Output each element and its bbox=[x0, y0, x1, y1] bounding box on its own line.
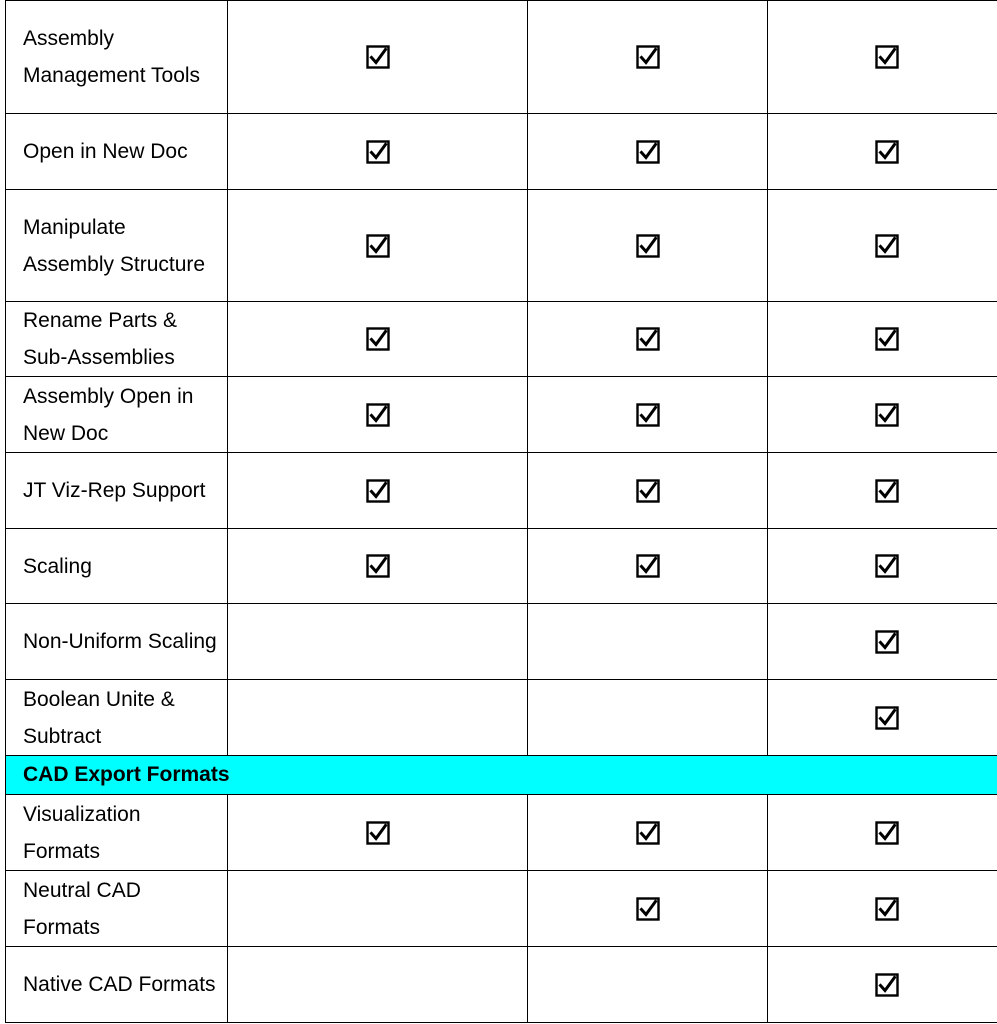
feature-label: Boolean Unite & Subtract bbox=[6, 680, 228, 756]
table-row bbox=[6, 190, 997, 302]
check-cell bbox=[228, 114, 528, 190]
checked-box-icon bbox=[875, 45, 899, 69]
check-cell bbox=[228, 529, 528, 604]
check-cell bbox=[228, 871, 528, 947]
feature-label: Assembly Management Tools bbox=[6, 1, 228, 114]
check-cell bbox=[528, 947, 768, 1023]
checked-box-icon bbox=[366, 554, 390, 578]
check-cell bbox=[528, 1, 768, 114]
checked-box-icon bbox=[636, 479, 660, 503]
feature-label: Rename Parts & Sub-Assemblies bbox=[6, 302, 228, 377]
table-row bbox=[6, 302, 997, 377]
check-cell bbox=[228, 190, 528, 302]
check-cell bbox=[768, 680, 997, 756]
check-cell bbox=[768, 453, 997, 529]
table-row bbox=[6, 871, 997, 947]
check-cell bbox=[528, 871, 768, 947]
check-cell bbox=[768, 302, 997, 377]
check-cell bbox=[768, 947, 997, 1023]
check-cell bbox=[768, 190, 997, 302]
check-cell bbox=[528, 377, 768, 453]
table-row bbox=[6, 1, 997, 114]
checked-box-icon bbox=[875, 821, 899, 845]
table-row bbox=[6, 795, 997, 871]
checked-box-icon bbox=[875, 706, 899, 730]
check-cell bbox=[768, 529, 997, 604]
feature-label: Assembly Open in New Doc bbox=[6, 377, 228, 453]
check-cell bbox=[228, 680, 528, 756]
feature-label: Scaling bbox=[6, 529, 228, 604]
table-row bbox=[6, 114, 997, 190]
check-cell bbox=[528, 680, 768, 756]
checked-box-icon bbox=[366, 234, 390, 258]
checked-box-icon bbox=[366, 45, 390, 69]
table-row bbox=[6, 680, 997, 756]
check-cell bbox=[768, 377, 997, 453]
checked-box-icon bbox=[875, 234, 899, 258]
feature-label: Neutral CAD Formats bbox=[6, 871, 228, 947]
checked-box-icon bbox=[636, 554, 660, 578]
checked-box-icon bbox=[366, 403, 390, 427]
feature-label: Visualization Formats bbox=[6, 795, 228, 871]
feature-comparison-table bbox=[5, 0, 997, 1023]
check-cell bbox=[228, 302, 528, 377]
check-cell bbox=[228, 795, 528, 871]
check-cell bbox=[528, 529, 768, 604]
check-cell bbox=[768, 1, 997, 114]
checked-box-icon bbox=[366, 479, 390, 503]
check-cell bbox=[768, 871, 997, 947]
check-cell bbox=[528, 190, 768, 302]
feature-label: Manipulate Assembly Structure bbox=[6, 190, 228, 302]
check-cell bbox=[528, 604, 768, 680]
check-cell bbox=[228, 947, 528, 1023]
checked-box-icon bbox=[875, 327, 899, 351]
check-cell bbox=[228, 377, 528, 453]
feature-label: JT Viz-Rep Support bbox=[6, 453, 228, 529]
table-row bbox=[6, 604, 997, 680]
table-row bbox=[6, 453, 997, 529]
checked-box-icon bbox=[366, 821, 390, 845]
checked-box-icon bbox=[366, 140, 390, 164]
section-title: CAD Export Formats bbox=[6, 756, 997, 795]
checked-box-icon bbox=[636, 45, 660, 69]
checked-box-icon bbox=[875, 140, 899, 164]
feature-label: Open in New Doc bbox=[6, 114, 228, 190]
checked-box-icon bbox=[636, 821, 660, 845]
checked-box-icon bbox=[875, 897, 899, 921]
check-cell bbox=[768, 604, 997, 680]
check-cell bbox=[768, 795, 997, 871]
table-row bbox=[6, 529, 997, 604]
check-cell bbox=[528, 302, 768, 377]
check-cell bbox=[528, 795, 768, 871]
check-cell bbox=[528, 114, 768, 190]
checked-box-icon bbox=[366, 327, 390, 351]
check-cell bbox=[228, 604, 528, 680]
check-cell bbox=[228, 1, 528, 114]
feature-label: Native CAD Formats bbox=[6, 947, 228, 1023]
checked-box-icon bbox=[875, 973, 899, 997]
checked-box-icon bbox=[636, 327, 660, 351]
check-cell bbox=[768, 114, 997, 190]
feature-label: Non-Uniform Scaling bbox=[6, 604, 228, 680]
checked-box-icon bbox=[636, 403, 660, 427]
check-cell bbox=[228, 453, 528, 529]
table-row bbox=[6, 947, 997, 1023]
check-cell bbox=[528, 453, 768, 529]
checked-box-icon bbox=[875, 554, 899, 578]
section-header-row bbox=[6, 756, 997, 795]
checked-box-icon bbox=[636, 897, 660, 921]
checked-box-icon bbox=[875, 403, 899, 427]
checked-box-icon bbox=[636, 234, 660, 258]
checked-box-icon bbox=[875, 479, 899, 503]
checked-box-icon bbox=[636, 140, 660, 164]
table-row bbox=[6, 377, 997, 453]
checked-box-icon bbox=[875, 630, 899, 654]
